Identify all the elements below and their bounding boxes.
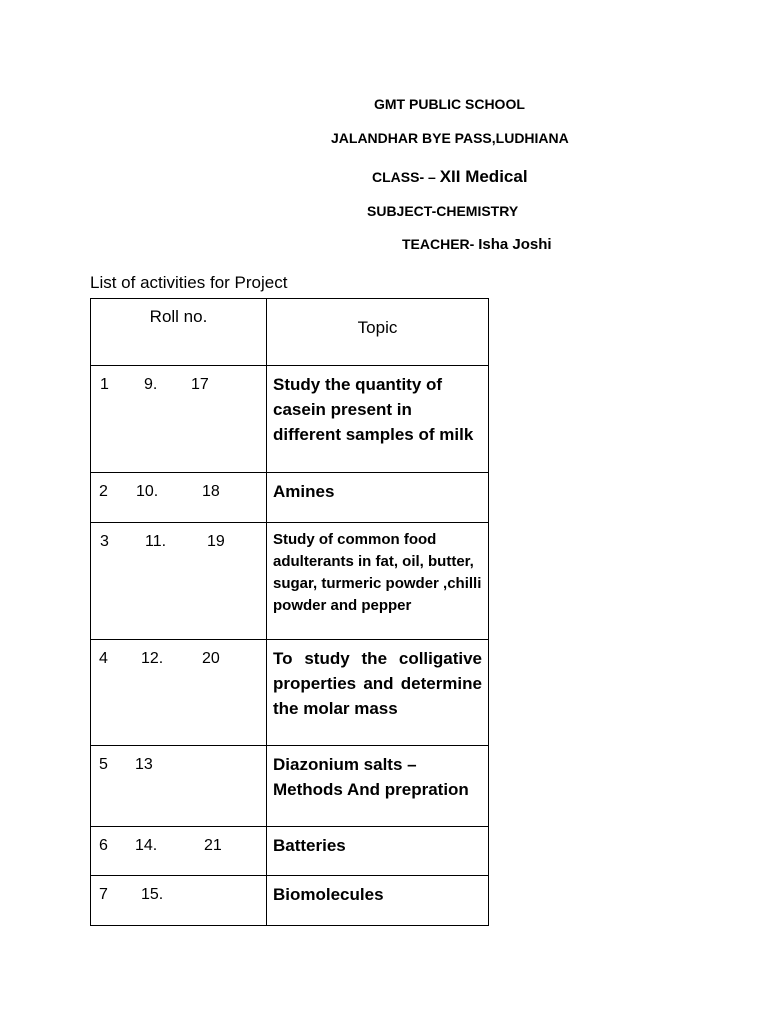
topic-cell: Amines bbox=[267, 473, 489, 523]
roll-number: 5 bbox=[99, 756, 108, 773]
topic-cell: Diazonium salts – Methods And prepration bbox=[267, 746, 489, 827]
roll-cell bbox=[91, 473, 267, 523]
roll-number: 14. bbox=[135, 837, 158, 854]
roll-cell bbox=[91, 523, 267, 640]
roll-number: 2 bbox=[99, 483, 108, 500]
roll-number: 1 bbox=[100, 376, 109, 393]
topic-cell: Study the quantity of casein present in different samples of milk bbox=[267, 366, 489, 473]
roll-number: 6 bbox=[99, 837, 108, 854]
roll-number: 18 bbox=[202, 483, 220, 500]
table-row bbox=[91, 473, 489, 523]
subject-line: SUBJECT-CHEMISTRY bbox=[367, 203, 519, 219]
roll-number: 19 bbox=[207, 533, 225, 550]
roll-number: 3 bbox=[100, 533, 109, 550]
roll-number: 7 bbox=[99, 886, 108, 903]
roll-number: 11. bbox=[145, 533, 167, 550]
roll-number: 13 bbox=[135, 756, 153, 773]
class-label: CLASS- – bbox=[372, 169, 436, 185]
class-line bbox=[372, 167, 528, 187]
roll-number: 21 bbox=[204, 837, 222, 854]
teacher-label: TEACHER- bbox=[402, 236, 475, 252]
table-row bbox=[91, 827, 489, 876]
school-name: GMT PUBLIC SCHOOL bbox=[374, 96, 525, 112]
roll-number: 10. bbox=[136, 483, 159, 500]
table-header-row bbox=[91, 299, 489, 366]
roll-number: 15. bbox=[141, 886, 164, 903]
topic-header: Topic bbox=[267, 299, 489, 366]
activities-table bbox=[90, 298, 489, 926]
topic-cell: Batteries bbox=[267, 827, 489, 876]
roll-cell bbox=[91, 640, 267, 746]
roll-number: 20 bbox=[202, 650, 220, 667]
table-row bbox=[91, 366, 489, 473]
list-title: List of activities for Project bbox=[90, 273, 288, 292]
roll-cell bbox=[91, 827, 267, 876]
teacher-name: Isha Joshi bbox=[478, 236, 552, 253]
table-row bbox=[91, 746, 489, 827]
roll-cell bbox=[91, 746, 267, 827]
table-row bbox=[91, 640, 489, 746]
roll-number: 4 bbox=[99, 650, 108, 667]
topic-cell: Study of common food adulterants in fat, oil, butter, sugar, turmeric powder ,chilli powder and pepper bbox=[267, 523, 489, 640]
class-value: XII Medical bbox=[439, 167, 528, 186]
roll-cell bbox=[91, 366, 267, 473]
table-row bbox=[91, 523, 489, 640]
roll-header: Roll no. bbox=[91, 299, 267, 366]
roll-number: 9. bbox=[144, 376, 158, 393]
school-address: JALANDHAR BYE PASS,LUDHIANA bbox=[331, 130, 569, 146]
roll-cell bbox=[91, 876, 267, 926]
topic-cell: To study the colligative properties and determine the molar mass bbox=[267, 640, 489, 746]
roll-number: 12. bbox=[141, 650, 164, 667]
topic-cell: Biomolecules bbox=[267, 876, 489, 926]
teacher-line bbox=[402, 236, 552, 253]
table-row bbox=[91, 876, 489, 926]
roll-number: 17 bbox=[191, 376, 209, 393]
